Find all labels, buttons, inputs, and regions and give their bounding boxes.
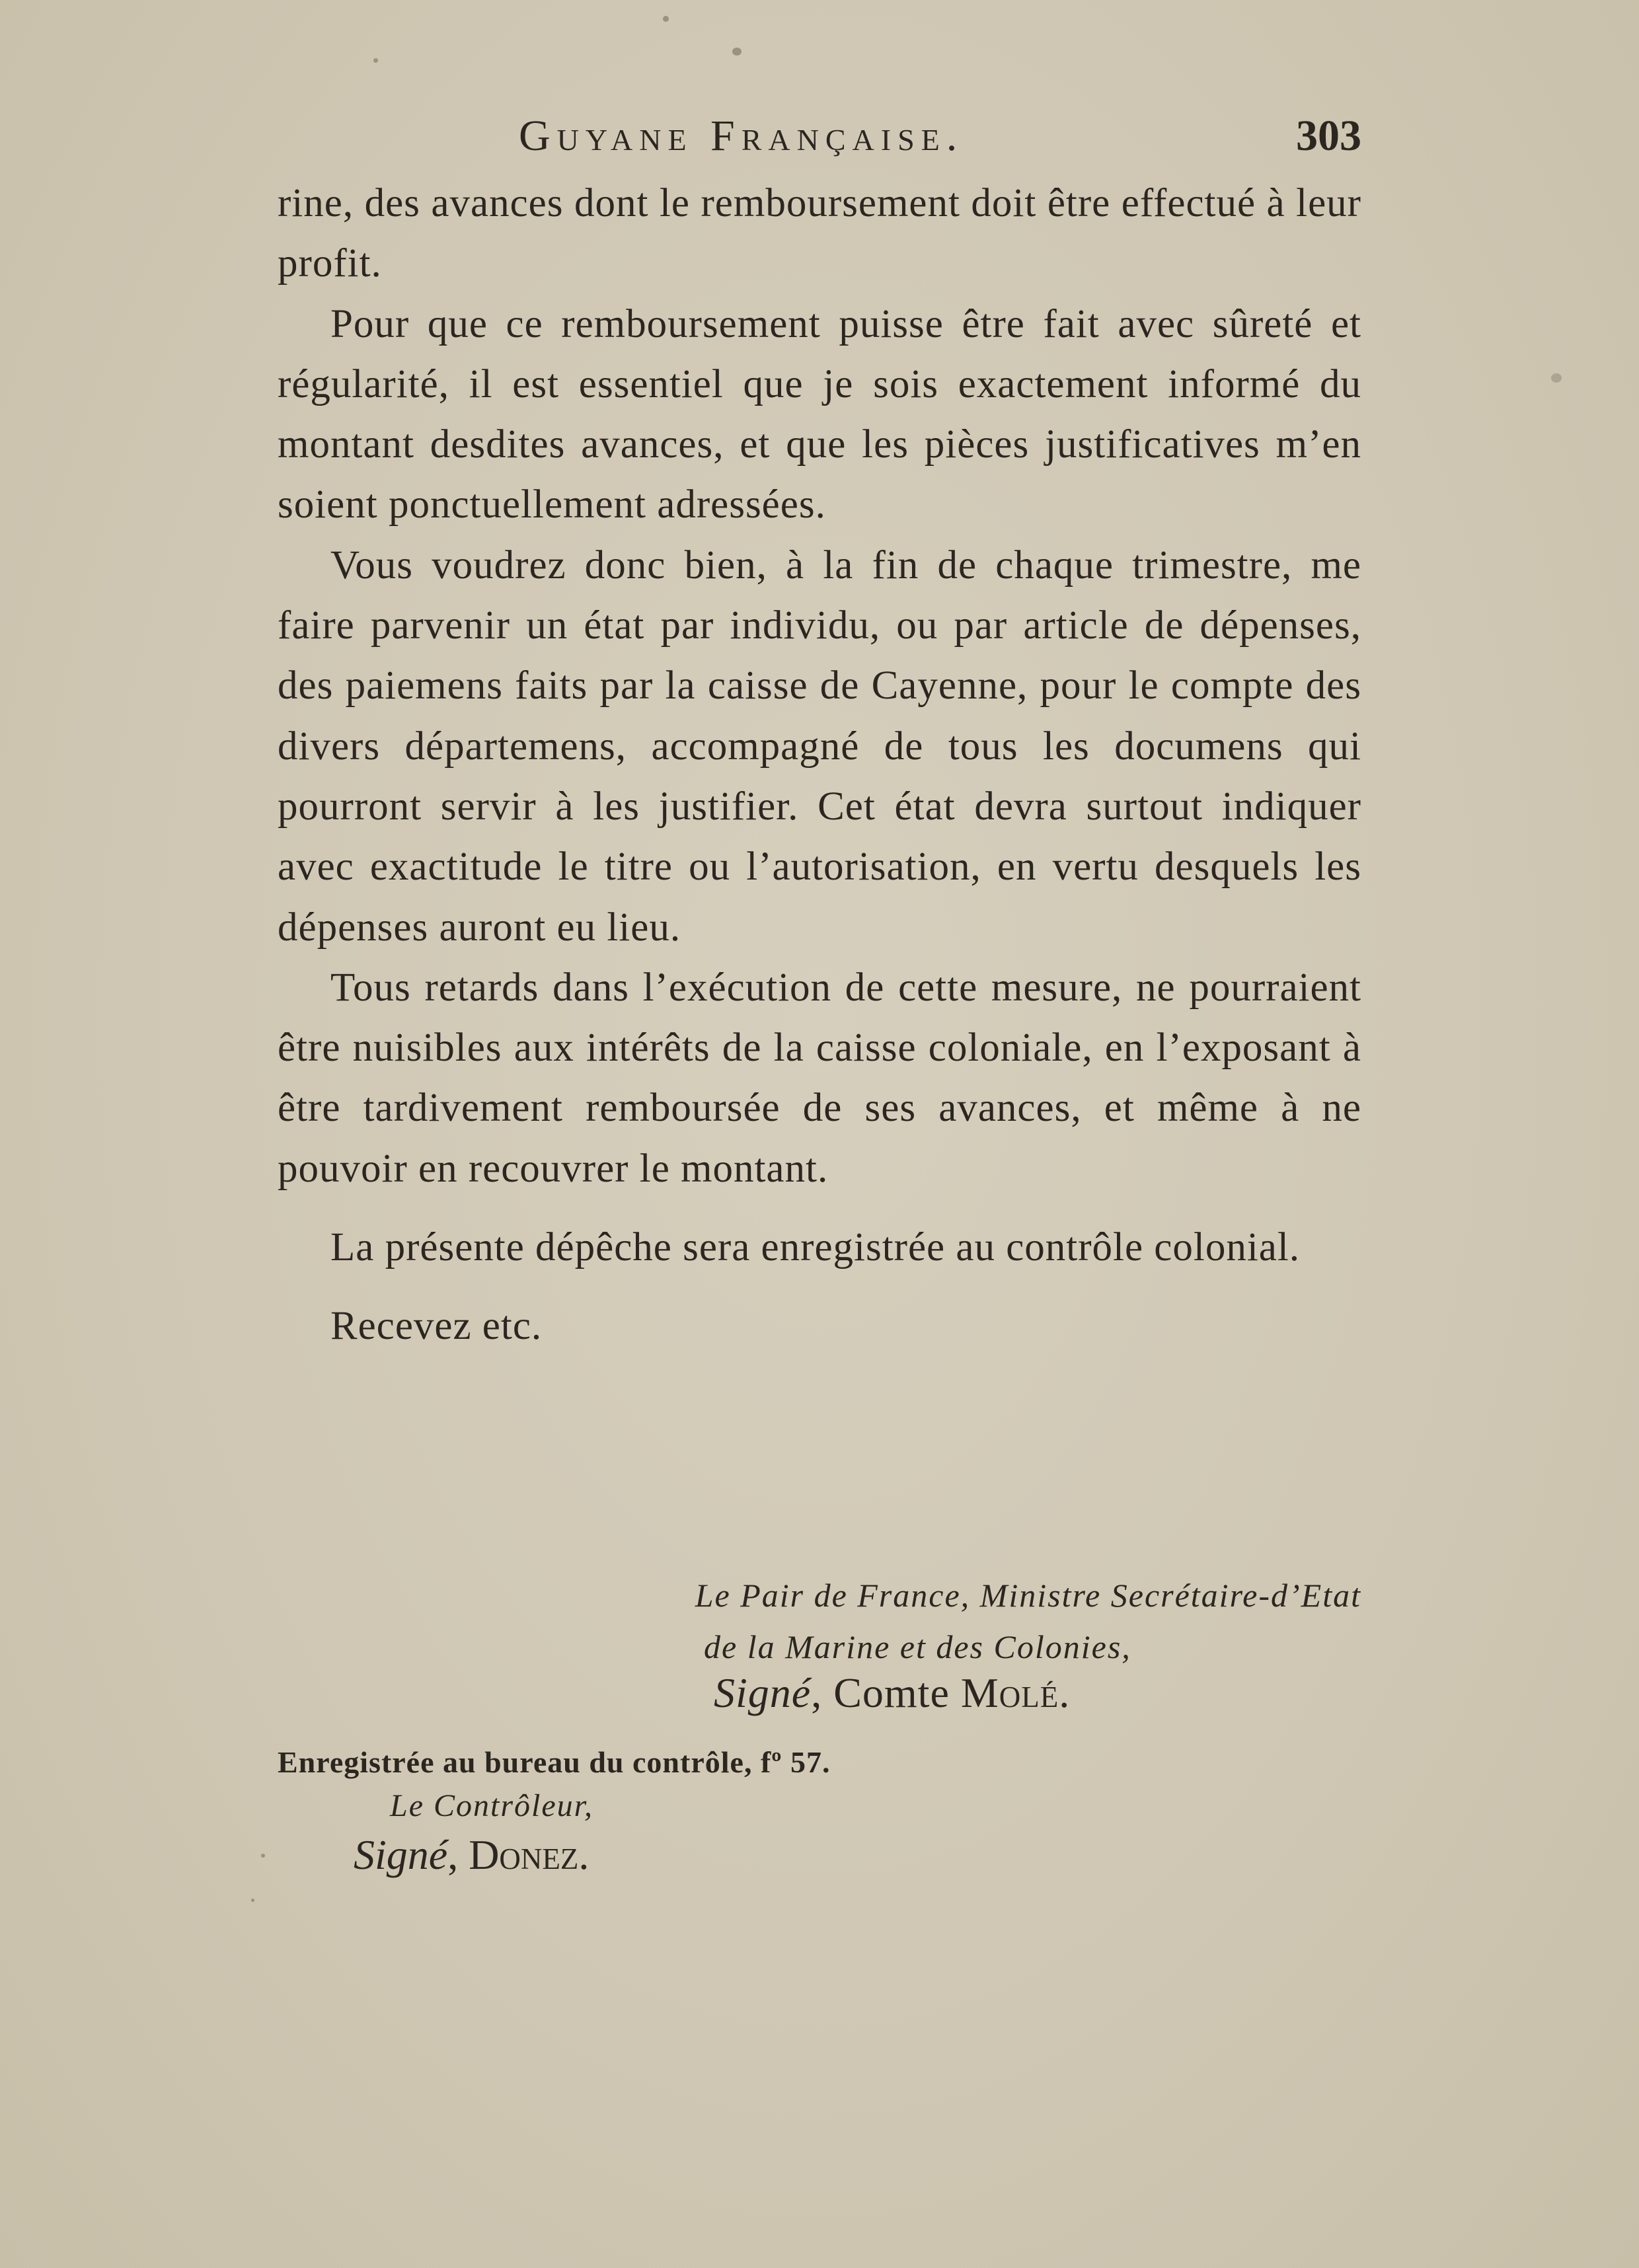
minister-signature <box>714 1669 1070 1718</box>
paragraph-enregistree: La présente dépêche sera enregistrée au contrôle colonial. <box>330 1225 1301 1270</box>
controller-signature <box>354 1831 589 1879</box>
paragraph-continuation: rine, des avances dont le remboursement doit être effectué à leur profit. <box>278 181 1361 286</box>
signe-label: Signé <box>354 1831 448 1878</box>
paper-speck <box>732 48 742 56</box>
paragraph-trimestre: Vous voudrez donc bien, à la fin de chaque trimestre, me faire parvenir un état par individu, ou par article de dépenses, des paiemens faits par la caisse de Cayenne, pour le compte des divers départemens, accompagné de tous les documens qui pourront servir à les justifier. Cet état devra surtout indiquer avec exactitude le titre ou l’autorisation, en vertu desquels les dépenses auront eu lieu. <box>278 543 1361 950</box>
paper-speck <box>373 58 378 63</box>
signatory-name: Molé. <box>960 1669 1071 1716</box>
paper-speck <box>251 1899 254 1902</box>
paragraph-closing: Recevez etc. <box>330 1304 543 1349</box>
body-text <box>278 173 1361 1357</box>
running-title: Guyane Française. <box>519 112 964 160</box>
controller-name: Donez. <box>469 1831 590 1878</box>
signe-label: Signé <box>714 1669 812 1716</box>
signature-prefix: , Comte <box>811 1669 961 1716</box>
minister-title-line: Le Pair de France, Ministre Secrétaire-d’Etat <box>695 1577 1361 1614</box>
paragraph-remboursement: Pour que ce remboursement puisse être fait avec sûreté et régularité, il est essentiel que je sois exactement informé du montant desdites avances, et que les pièces justificatives m’en soient ponctuellement adressées. <box>278 301 1361 527</box>
page-number: 303 <box>1296 112 1361 160</box>
paragraph-retards: Tous retards dans l’exécution de cette mesure, ne pourraient être nuisibles aux intérêts de la caisse coloniale, en l’exposant à être tardivement remboursée de ses avances, et même à ne pouvoir en recouvrer le montant. <box>278 965 1361 1191</box>
page-header <box>278 111 1361 170</box>
registration-line: Enregistrée au bureau du contrôle, fº 57. <box>278 1745 831 1779</box>
paper-speck <box>261 1854 265 1858</box>
controller-title: Le Contrôleur, <box>390 1788 594 1823</box>
paper-speck <box>663 16 669 22</box>
signature-prefix: , <box>447 1831 469 1878</box>
minister-department-line: de la Marine et des Colonies, <box>704 1628 1131 1665</box>
paper-speck <box>1551 373 1562 383</box>
